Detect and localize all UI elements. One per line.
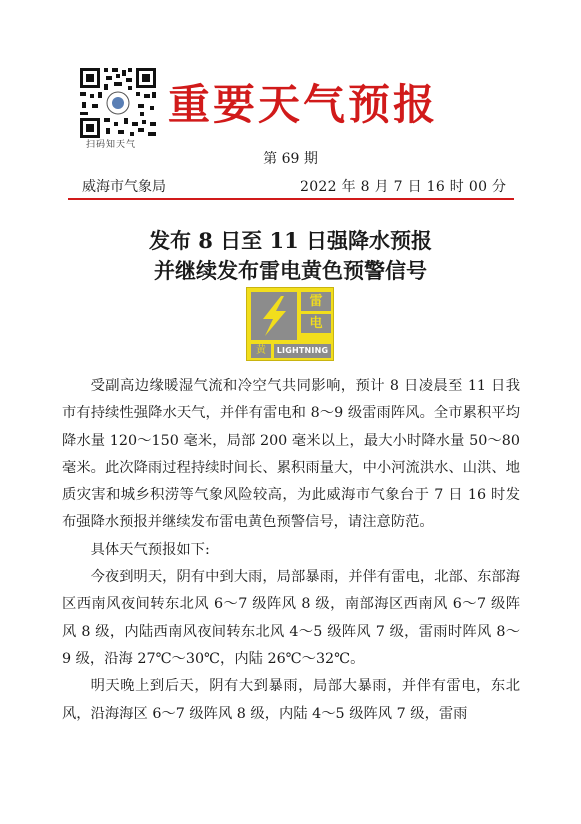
paragraph-summary: 受副高边缘暖湿气流和冷空气共同影响，预计 8 日凌晨至 11 日我市有持续性强降水天气，并伴有雷电和 8～9 级雷雨阵风。全市累积平均降水量 120～150 毫米，局部 200 毫米以上，最大小时降水量 50～80 毫米。此次降雨过程持续时间长、累积雨量大，中小河流洪水、山洪、地质灾害和城乡积涝等气象风险较高，为此威海市气象台于 7 日 16 时发布强降水预报并继续发布雷电黄色预警信号，请注意防范。 <box>62 378 520 531</box>
lightning-yellow-warning-signal <box>246 287 334 361</box>
issue-date: 2022 年 8 月 7 日 16 时 00 分 <box>300 179 507 195</box>
signal-label: LIGHTNING <box>274 344 331 358</box>
signal-char-bottom: 电 <box>301 314 331 333</box>
issuer: 威海市气象局 <box>82 179 166 195</box>
paragraph-forecast-intro: 具体天气预报如下: <box>90 541 210 558</box>
paragraph-tonight-tomorrow: 今夜到明天，阴有中到大雨，局部暴雨，并伴有雷电，北部、东部海区西南风夜间转东北风 6～7 级阵风 8 级，南部海区西南风 6～7 级阵风 8 级，内陆西南风夜间转东北风 4～5 级阵风 7 级，雷雨时阵风 8～9 级，沿海 27℃～30℃，内陆 26℃～32℃。 <box>62 569 520 667</box>
headline-line-2: 并继续发布雷电黄色预警信号 <box>154 258 427 283</box>
signal-icon-panel <box>251 292 297 340</box>
header-divider <box>68 198 514 200</box>
bulletin-body <box>62 373 520 728</box>
signal-level-char: 黄 <box>251 344 271 358</box>
qr-code-pattern <box>78 66 158 140</box>
masthead-title: 重要天气预报 <box>168 80 439 129</box>
headline <box>0 226 581 286</box>
signal-char-top: 雷 <box>301 292 331 311</box>
issue-number: 第 69 期 <box>263 151 318 167</box>
paragraph-tomorrow-night: 明天晚上到后天，阴有大到暴雨，局部大暴雨，并伴有雷电，东北风，沿海海区 6～7 级阵风 8 级，内陆 4～5 级阵风 7 级，雷雨 <box>62 678 520 722</box>
qr-caption: 扫码知天气 <box>86 140 137 150</box>
lightning-bolt-icon <box>251 292 297 340</box>
qr-code <box>78 66 158 140</box>
headline-line-1: 发布 8 日至 11 日强降水预报 <box>148 228 433 253</box>
